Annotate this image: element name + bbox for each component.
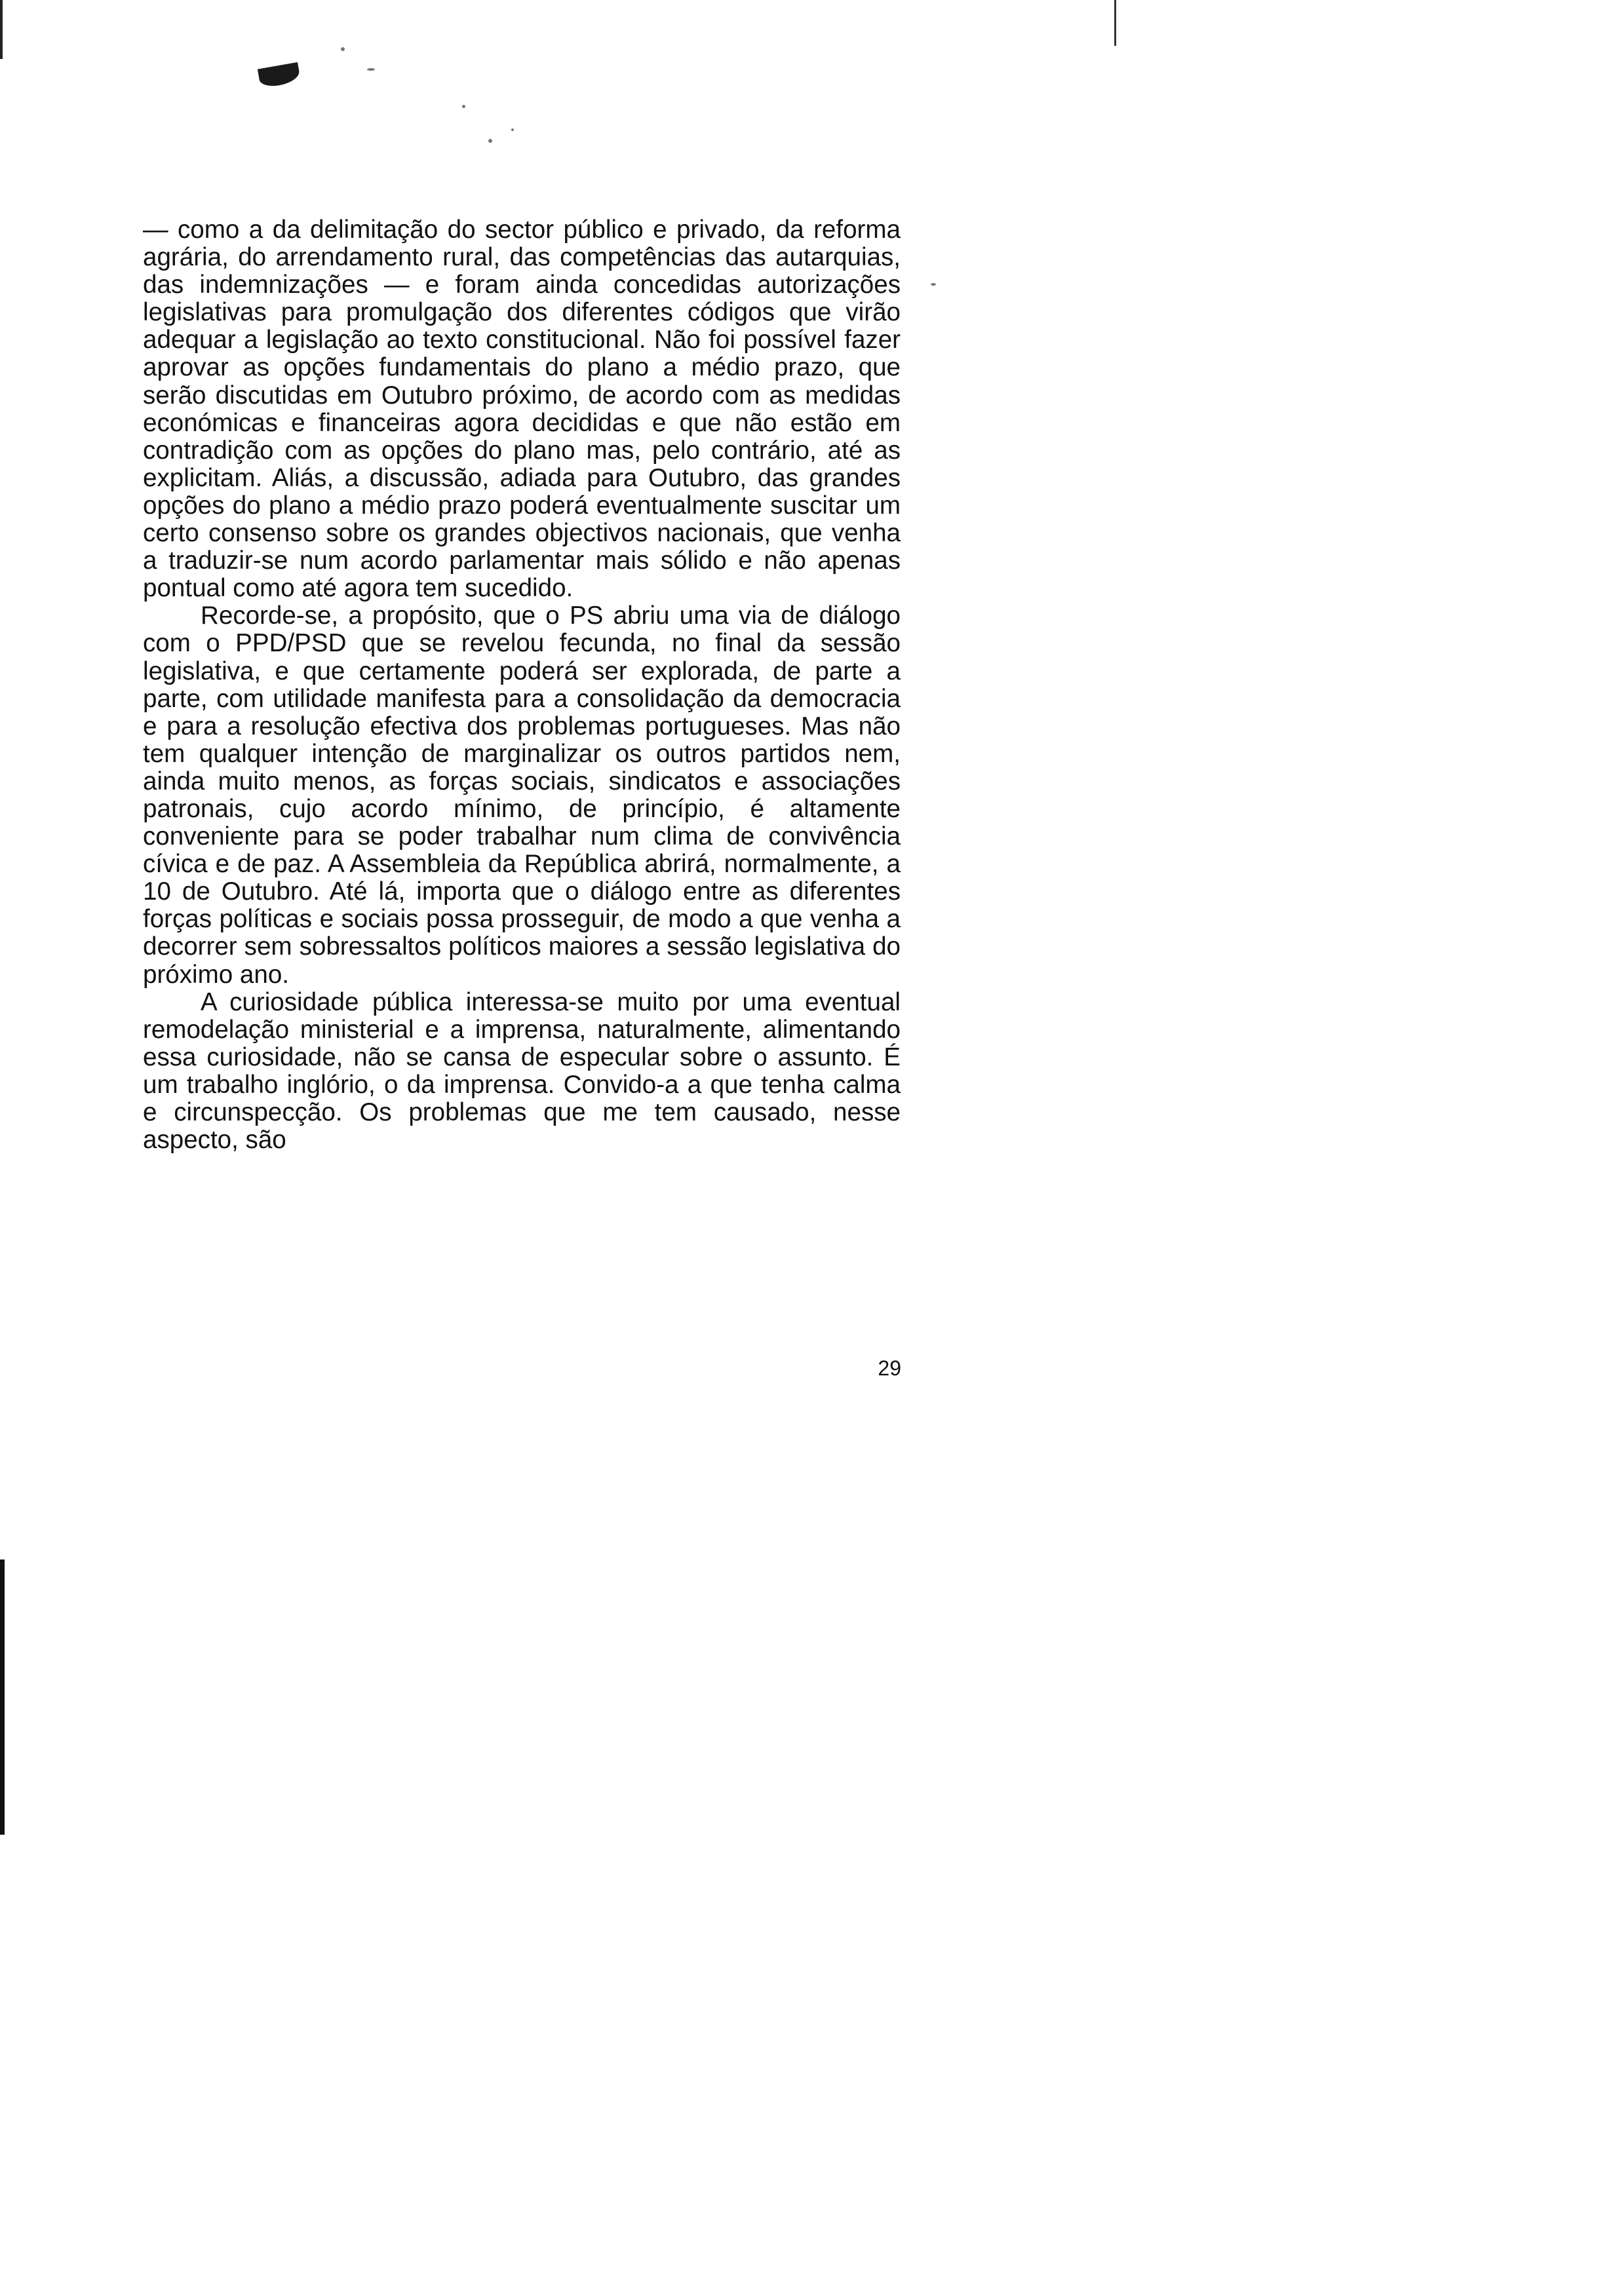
scan-edge-artifact bbox=[0, 0, 3, 59]
document-body bbox=[143, 216, 901, 1154]
paragraph: Recorde-se, a propósito, que o PS abriu uma via de diálogo com o PPD/PSD que se revelou fecunda, no final da sessão legislativa, e que certamente poderá ser explorada, de parte a parte, com utilidade manifesta para a consolidação da democracia e para a resolução efectiva dos problemas portugueses. Mas não tem qualquer intenção de marginalizar os outros partidos nem, ainda muito menos, as forças sociais, sindicatos e associações patronais, cujo acordo mínimo, de princípio, é altamente conveniente para se poder trabalhar num clima de convivência cívica e de paz. A Assembleia da República abrirá, normalmente, a 10 de Outubro. Até lá, importa que o diálogo entre as diferentes forças políticas e sociais possa prosseguir, de modo a que venha a decorrer sem sobressaltos políticos maiores a sessão legislativa do próximo ano. bbox=[143, 602, 901, 989]
scan-speckle bbox=[488, 139, 492, 143]
scan-speckle bbox=[462, 105, 465, 108]
scan-speckle bbox=[931, 283, 936, 286]
paragraph: — como a da delimitação do sector público e privado, da reforma agrária, do arrendamento rural, das competências das autarquias, das indemnizações — e foram ainda concedidas autorizações legislativas para promulgação dos diferentes códigos que virão adequar a legislação ao texto constitucional. Não foi possível fazer aprovar as opções fundamentais do plano a médio prazo, que serão discutidas em Outubro próximo, de acordo com as medidas económicas e financeiras agora decididas e que não estão em contradição com as opções do plano mas, pelo contrário, até as explicitam. Aliás, a discussão, adiada para Outubro, das grandes opções do plano a médio prazo poderá eventualmente suscitar um certo consenso sobre os grandes objectivos nacionais, que venha a traduzir-se num acordo parlamentar mais sólido e não apenas pontual como até agora tem sucedido. bbox=[143, 216, 901, 603]
scan-speckle bbox=[341, 47, 345, 51]
scan-speckle bbox=[511, 128, 514, 131]
ink-stain bbox=[258, 62, 301, 88]
scan-edge-artifact bbox=[0, 1559, 5, 1835]
paragraph: A curiosidade pública interessa-se muito por uma eventual remodelação ministerial e a imprensa, naturalmente, alimentando essa curiosidade, não se cansa de especular sobre o assunto. É um trabalho inglório, o da imprensa. Convido-a a que tenha calma e circunspecção. Os problemas que me tem causado, nesse aspecto, são bbox=[143, 987, 901, 1155]
scan-speckle bbox=[367, 68, 375, 71]
page-number: 29 bbox=[878, 1356, 901, 1380]
scan-edge-artifact bbox=[1114, 0, 1116, 46]
